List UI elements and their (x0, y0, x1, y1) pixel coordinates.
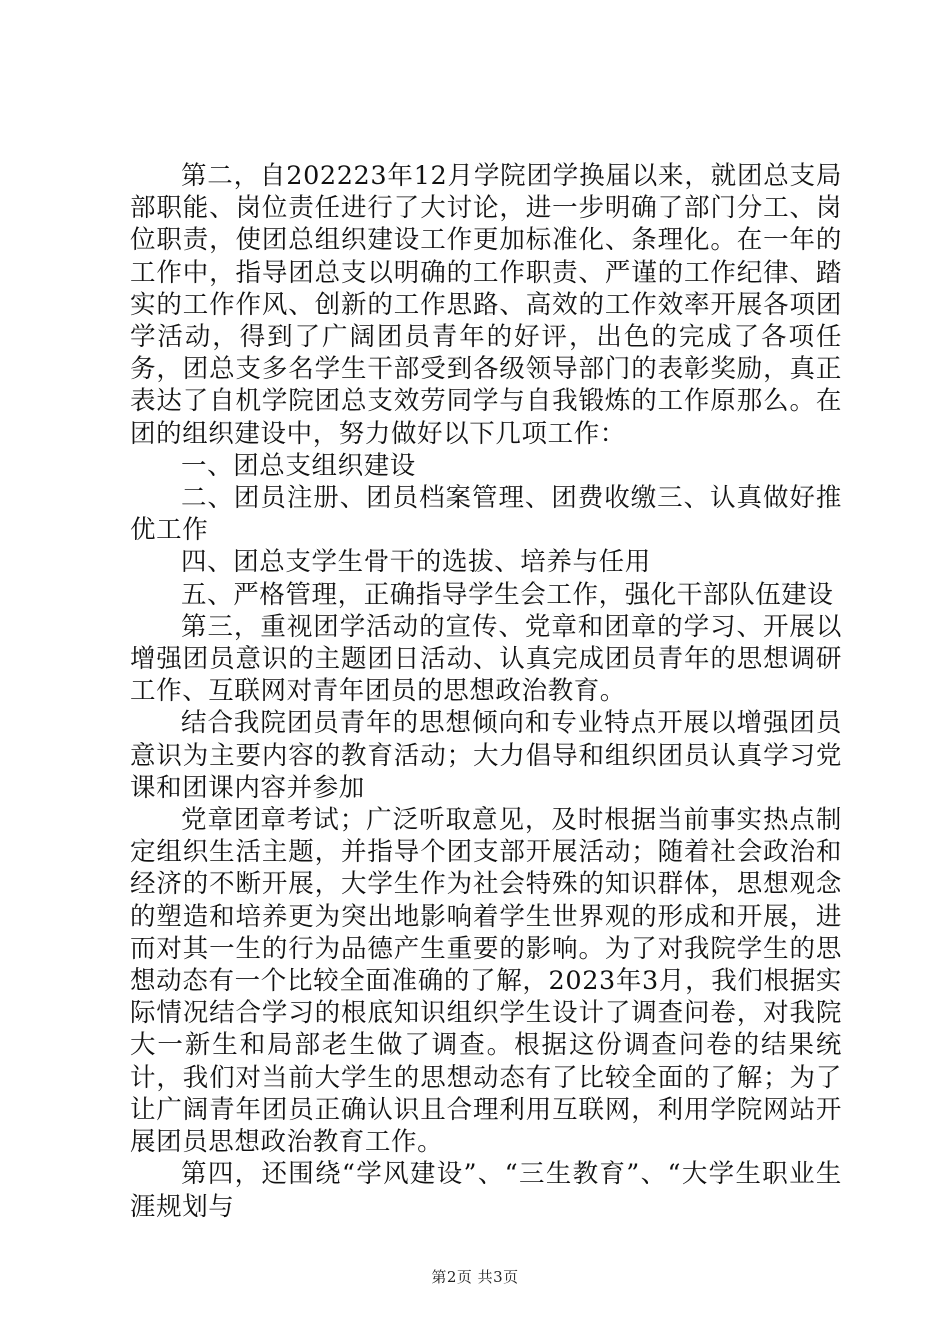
paragraph-education-activities: 结合我院团员青年的思想倾向和专业特点开展以增强团员意识为主要内容的教育活动；大力倡导和组织团员认真学习党课和团课内容并参加 (130, 708, 842, 803)
paragraph-survey: 党章团章考试；广泛听取意见，及时根据当前事实热点制定组织生活主题，并指导个团支部开展活动；随着社会政治和经济的不断开展，大学生作为社会特殊的知识群体，思想观念的塑造和培养更为突出地影响着学生世界观的形成和开展，进而对其一生的行为品德产生重要的影响。为了对我院学生的思想动态有一个比较全面准确的了解，2023年3月，我们根据实际情况结合学习的根底知识组织学生设计了调查问卷，对我院大一新生和局部老生做了调查。根据这份调查问卷的结果统计，我们对当前大学生的思想动态有了比较全面的了解；为了让广阔青年团员正确认识且合理利用互联网，利用学院网站开展团员思想政治教育工作。 (130, 805, 842, 1158)
list-item-cadre-selection: 四、团总支学生骨干的选拔、培养与任用 (181, 547, 651, 578)
paragraph-fourth-point: 第四，还围绕“学风建设”、“三生教育”、“大学生职业生涯规划与 (130, 1159, 842, 1222)
paragraph-second-point: 第二，自202223年12月学院团学换届以来，就团总支局部职能、岗位责任进行了大讨论，进一步明确了部门分工、岗位职责，使团总组织建设工作更加标准化、条理化。在一年的工作中，指导团总支以明确的工作职责、严谨的工作纪律、踏实的工作作风、创新的工作思路、高效的工作效率开展各项团学活动，得到了广阔团员青年的好评，出色的完成了各项任务，团总支多名学生干部受到各级领导部门的表彰奖励，真正表达了自机学院团总支效劳同学与自我锻炼的工作原那么。在团的组织建设中，努力做好以下几项工作： (130, 161, 842, 449)
document-body (130, 160, 842, 1223)
list-item-student-union: 五、严格管理，正确指导学生会工作，强化干部队伍建设 (181, 579, 834, 610)
list-item-registration: 二、团员注册、团员档案管理、团费收缴三、认真做好推优工作 (130, 483, 842, 546)
paragraph-third-point: 第三，重视团学活动的宣传、党章和团章的学习、开展以增强团员意识的主题团日活动、认真完成团员青年的思想调研工作、互联网对青年团员的思想政治教育。 (130, 611, 842, 707)
page-number-footer: 第2页 共3页 (431, 1268, 519, 1286)
list-item-org-building: 一、团总支组织建设 (181, 450, 416, 481)
